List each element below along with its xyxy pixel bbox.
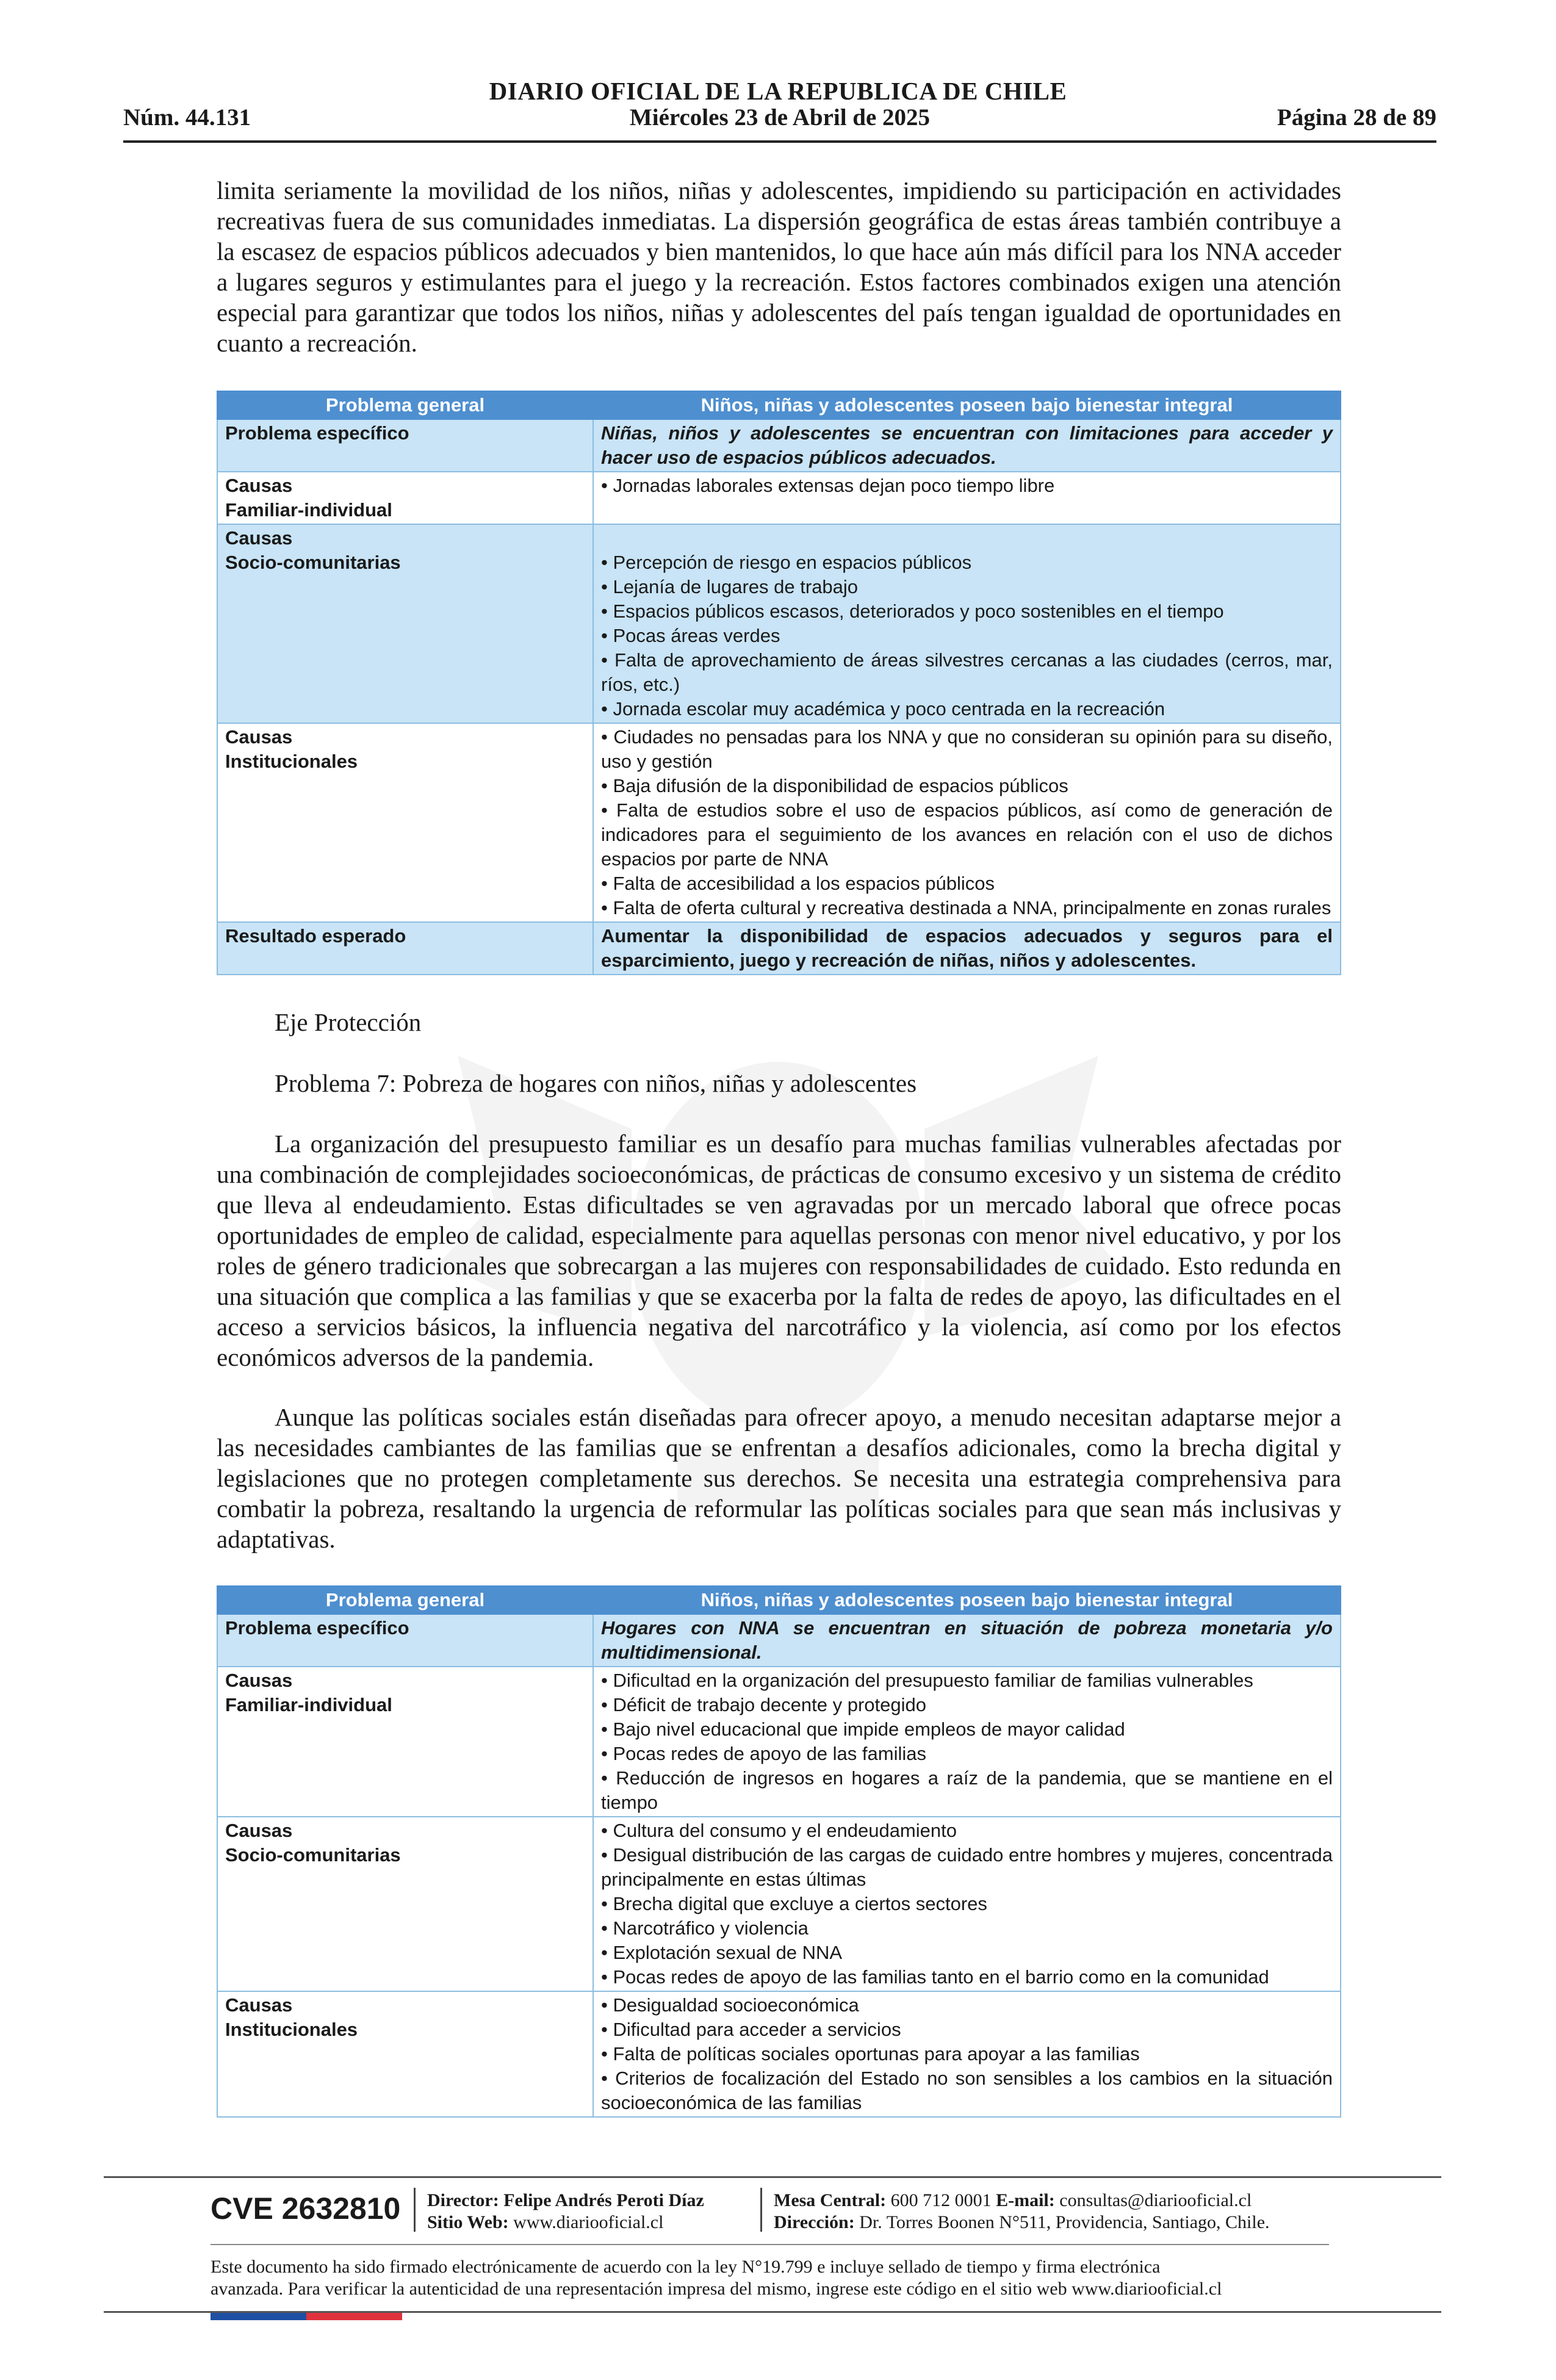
list-item: • Espacios públicos escasos, deteriorados y poco sostenibles en el tiempo	[601, 600, 1224, 622]
body-paragraph-2: Aunque las políticas sociales están diseñadas para ofrecer apoyo, a menudo necesitan adaptarse mejor a las necesidades cambiantes de las familias que se enfrentan a desafíos adicionales, como la brecha digital y legislaciones que no protegen completamente sus derechos. Se necesita una estrategia comprehensiva para combatir la pobreza, resaltando la urgencia de reformular las políticas sociales para que sean más inclusivas y adaptativas.	[217, 1403, 1341, 1553]
header-general-problem: Problema general	[217, 1586, 593, 1614]
issue-number: Núm. 44.131	[123, 104, 251, 131]
mesa-label: Mesa Central:	[774, 2190, 887, 2210]
list-item: • Falta de estudios sobre el uso de espacios públicos, así como de generación de indicadores para el seguimiento de los avances en relación con el uso de dichos espacios por parte de NNA	[601, 799, 1333, 870]
list-item: • Lejanía de lugares de trabajo	[601, 576, 859, 597]
issue-date: Miércoles 23 de Abril de 2025	[629, 104, 931, 131]
list-item: • Falta de políticas sociales oportunas para apoyar a las familias	[601, 2043, 1140, 2064]
causes-type: Institucionales	[225, 751, 358, 772]
header-general-problem-text: Niños, niñas y adolescentes poseen bajo bienestar integral	[593, 1586, 1341, 1614]
footer-top-divider	[104, 2176, 1441, 2178]
problem-table-poverty	[217, 1585, 1341, 2118]
causes-institutional-list	[593, 723, 1341, 922]
specific-problem-label: Problema específico	[217, 419, 593, 472]
table-row	[217, 922, 1341, 975]
table-row	[217, 419, 1341, 472]
causes-label: Causas	[225, 1670, 293, 1691]
list-item: • Jornada escolar muy académica y poco centrada en la recreación	[601, 698, 1165, 719]
list-item: • Falta de oferta cultural y recreativa destinada a NNA, principalmente en zonas rurales	[601, 897, 1331, 918]
footer-site	[427, 2212, 663, 2234]
causes-label: Causas	[225, 726, 293, 748]
causes-label: Causas	[225, 1820, 293, 1841]
causes-familiar-list	[593, 1667, 1341, 1817]
list-item: • Dificultad en la organización del presupuesto familiar de familias vulnerables	[601, 1670, 1253, 1691]
table-row	[217, 1614, 1341, 1667]
specific-problem-text: Niñas, niños y adolescentes se encuentran con limitaciones para acceder y hacer uso de espacios públicos adecuados.	[593, 419, 1341, 472]
newspaper-title: DIARIO OFICIAL DE LA REPUBLICA DE CHILE	[489, 77, 1067, 105]
causes-type: Familiar-individual	[225, 499, 392, 521]
causes-socio-list	[593, 524, 1341, 723]
causes-familiar-list	[593, 472, 1341, 524]
list-item: • Pocas redes de apoyo de las familias tanto en el barrio como en la comunidad	[601, 1966, 1269, 1988]
list-item: • Déficit de trabajo decente y protegido	[601, 1694, 927, 1715]
list-item: • Falta de aprovechamiento de áreas silvestres cercanas a las ciudades (cerros, mar, ríos, etc.)	[601, 649, 1333, 695]
site-label: Sitio Web:	[427, 2212, 509, 2232]
specific-problem-label: Problema específico	[217, 1614, 593, 1667]
problem-table-recreation	[217, 391, 1341, 975]
legal-notice	[211, 2256, 1222, 2300]
causes-label: Causas	[225, 1994, 293, 2016]
address-value: Dr. Torres Boonen N°511, Providencia, Santiago, Chile.	[859, 2212, 1270, 2232]
address-label: Dirección:	[774, 2212, 855, 2232]
mesa-value: 600 712 0001	[890, 2190, 992, 2210]
site-link[interactable]: www.diariooficial.cl	[513, 2212, 664, 2232]
legal-line: Este documento ha sido firmado electrónicamente de acuerdo con la ley N°19.799 e incluye sellado de tiempo y firma electrónica	[211, 2257, 1161, 2277]
intro-paragraph: limita seriamente la movilidad de los niños, niñas y adolescentes, impidiendo su participación en actividades recreativas fuera de sus comunidades inmediatas. La dispersión geográfica de estas áreas también contribuye a la escasez de espacios públicos adecuados y bien mantenidos, lo que hace aún más difícil para los NNA acceder a lugares seguros y estimulantes para el juego y la recreación. Estos factores combinados exigen una atención especial para garantizar que todos los niños, niñas y adolescentes del país tengan igualdad de oportunidades en cuanto a recreación.	[217, 176, 1341, 357]
table-row	[217, 524, 1341, 723]
list-item: • Desigual distribución de las cargas de cuidado entre hombres y mujeres, concentrada principalmente en estas últimas	[601, 1844, 1333, 1890]
header-general-problem: Problema general	[217, 391, 593, 419]
footer-director	[427, 2190, 704, 2212]
list-item: • Baja difusión de la disponibilidad de espacios públicos	[601, 775, 1068, 796]
causes-socio-label	[217, 524, 593, 723]
list-item: • Explotación sexual de NNA	[601, 1942, 843, 1963]
list-item: • Cultura del consumo y el endeudamiento	[601, 1820, 957, 1841]
list-item: • Criterios de focalización del Estado no son sensibles a los cambios en la situación socioeconómica de las familias	[601, 2068, 1333, 2113]
header-row	[123, 104, 1436, 135]
causes-type: Institucionales	[225, 2019, 358, 2040]
causes-type: Socio-comunitarias	[225, 552, 401, 573]
legal-line: avanzada. Para verificar la autenticidad de una representación impresa del mismo, ingrese este código en el sitio web www.diariooficial.cl	[211, 2279, 1222, 2299]
footer-separator	[760, 2188, 762, 2232]
table-header-row	[217, 391, 1341, 419]
header-general-problem-text: Niños, niñas y adolescentes poseen bajo bienestar integral	[593, 391, 1341, 419]
table-row	[217, 1817, 1341, 1991]
list-item: • Pocas áreas verdes	[601, 625, 780, 646]
list-item: • Reducción de ingresos en hogares a raíz de la pandemia, que se mantiene en el tiempo	[601, 1767, 1333, 1813]
list-item: • Jornadas laborales extensas dejan poco tiempo libre	[601, 475, 1055, 496]
page-number: Página 28 de 89	[1277, 104, 1436, 131]
causes-familiar-label	[217, 1667, 593, 1817]
causes-institutional-label	[217, 723, 593, 922]
header-divider	[123, 140, 1436, 143]
list-item: • Brecha digital que excluye a ciertos sectores	[601, 1893, 987, 1914]
table-row	[217, 1667, 1341, 1817]
list-item: • Pocas redes de apoyo de las familias	[601, 1743, 926, 1764]
expected-result-text: Aumentar la disponibilidad de espacios adecuados y seguros para el esparcimiento, juego y recreación de niñas, niños y adolescentes.	[593, 922, 1341, 975]
email-label: E-mail:	[996, 2190, 1055, 2210]
causes-institutional-label	[217, 1991, 593, 2117]
table-row	[217, 723, 1341, 922]
list-item: • Ciudades no pensadas para los NNA y que no consideran su opinión para su diseño, uso y gestión	[601, 726, 1333, 772]
causes-label: Causas	[225, 475, 293, 496]
list-item: • Dificultad para acceder a servicios	[601, 2019, 901, 2040]
list-item: • Desigualdad socioeconómica	[601, 1994, 859, 2016]
email-link[interactable]: consultas@diariooficial.cl	[1059, 2190, 1252, 2210]
specific-problem-text: Hogares con NNA se encuentran en situación de pobreza monetaria y/o multidimensional.	[593, 1614, 1341, 1667]
table-row	[217, 1991, 1341, 2117]
causes-type: Familiar-individual	[225, 1694, 392, 1715]
footer-mid-divider	[211, 2244, 1329, 2245]
table-header-row	[217, 1586, 1341, 1614]
section-problem-7: Problema 7: Pobreza de hogares con niños, niñas y adolescentes	[275, 1069, 917, 1097]
expected-result-label: Resultado esperado	[217, 922, 593, 975]
causes-institutional-list	[593, 1991, 1341, 2117]
list-item: • Percepción de riesgo en espacios públicos	[601, 552, 972, 573]
list-item: • Bajo nivel educacional que impide empleos de mayor calidad	[601, 1718, 1125, 1740]
body-paragraph-1: La organización del presupuesto familiar es un desafío para muchas familias vulnerables afectadas por una combinación de complejidades socioeconómicas, de prácticas de consumo excesivo y un sistema de crédito que lleva al endeudamiento. Estas dificultades se ven agravadas por un mercado laboral que ofrece pocas oportunidades de empleo de calidad, especialmente para aquellas personas con menor nivel educativo, y por los roles de género tradicionales que sobrecargan a las mujeres con responsabilidades de cuidado. Esto redunda en una situación que complica a las familias y que se exacerba por la falta de redes de apoyo, las dificultades en el acceso a servicios básicos, la influencia negativa del narcotráfico y la violencia, así como por los efectos económicos adversos de la pandemia.	[217, 1130, 1341, 1371]
causes-label: Causas	[225, 527, 293, 549]
flag-stripe-red	[306, 2313, 402, 2320]
list-item: • Narcotráfico y violencia	[601, 1917, 809, 1939]
causes-socio-label	[217, 1817, 593, 1991]
cve-code: CVE 2632810	[211, 2191, 401, 2226]
table-row	[217, 472, 1341, 524]
footer-contact	[774, 2190, 1252, 2212]
director-label: Director:	[427, 2190, 499, 2210]
flag-stripe-blue	[211, 2313, 306, 2320]
footer-address	[774, 2212, 1270, 2234]
causes-type: Socio-comunitarias	[225, 1844, 401, 1866]
causes-familiar-label	[217, 472, 593, 524]
director-name: Felipe Andrés Peroti Díaz	[503, 2190, 704, 2210]
list-item: • Falta de accesibilidad a los espacios públicos	[601, 873, 995, 894]
causes-socio-list	[593, 1817, 1341, 1991]
footer-separator	[414, 2188, 416, 2232]
section-eje: Eje Protección	[275, 1008, 422, 1036]
